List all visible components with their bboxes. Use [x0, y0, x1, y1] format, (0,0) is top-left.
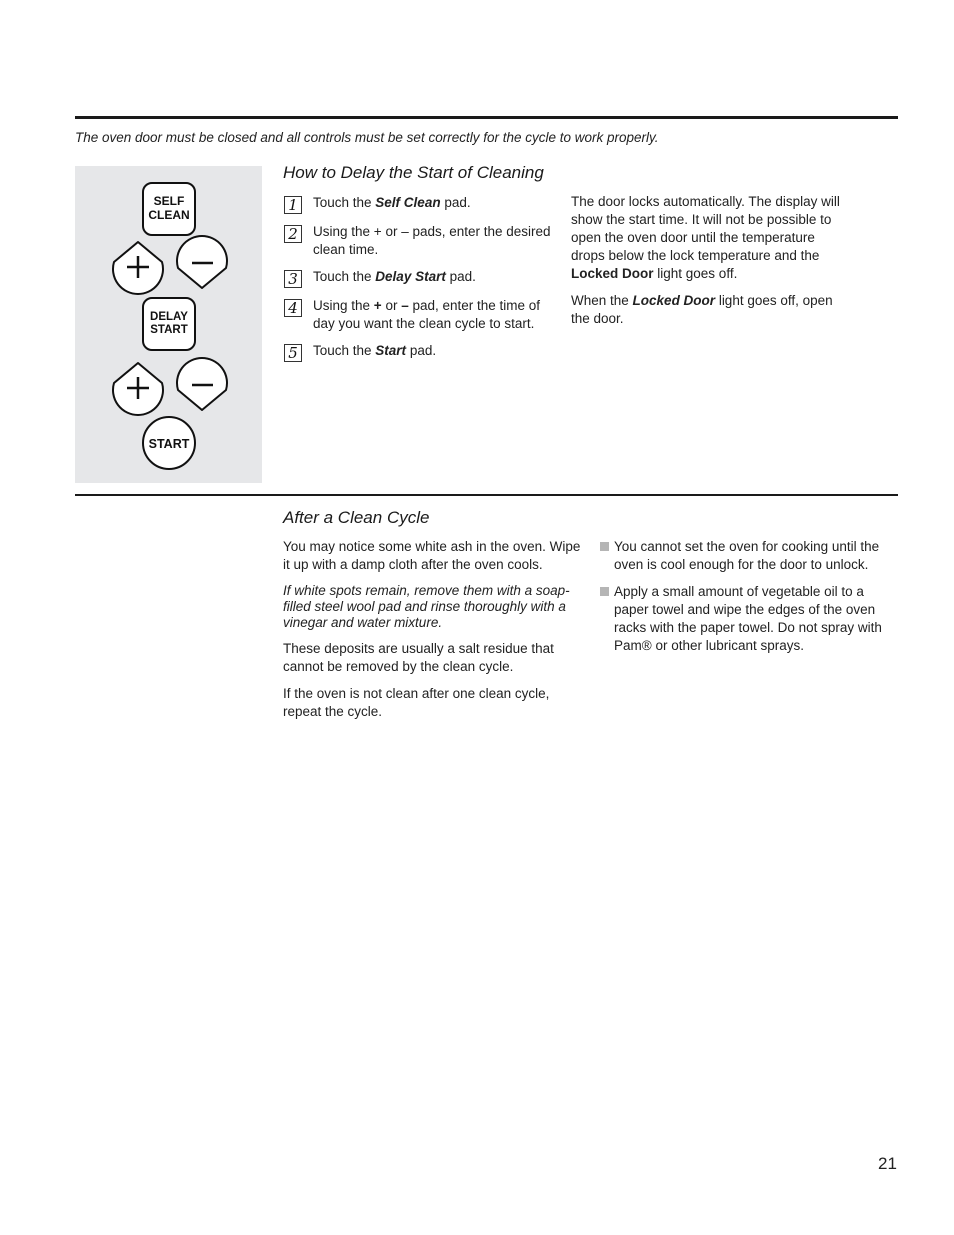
plus-icon: [113, 363, 163, 415]
step-text: Touch the Delay Start pad.: [313, 269, 476, 284]
paragraph: If the oven is not clean after one clean cycle, repeat the cycle.: [283, 686, 550, 719]
step-text: Touch the Start pad.: [313, 343, 437, 358]
plus-icon: [113, 242, 163, 294]
door-lock-note: The door locks automatically. The display will show the start time. It will not be possible to open the oven door until the temperature drops below the lock temperature and the Locked Door light goes off.: [571, 194, 840, 281]
step-number: 2: [284, 225, 302, 243]
open-door-note: When the Locked Door light goes off, open the door.: [571, 293, 833, 326]
step-text: Using the + or – pads, enter the desired clean time.: [313, 224, 551, 257]
minus-icon: [177, 358, 227, 410]
step-text: Touch the Self Clean pad.: [313, 195, 471, 210]
delay-start-label-1: DELAY: [150, 311, 188, 323]
bullet-square-icon: [600, 587, 609, 596]
step-4: [284, 297, 554, 333]
page-number: 21: [878, 1154, 897, 1173]
intro-note: The oven door must be closed and all controls must be set correctly for the cycle to work properly.: [75, 130, 659, 145]
step-text: Using the + or – pad, enter the time of day you want the clean cycle to start.: [313, 298, 541, 331]
step-number: 1: [284, 196, 302, 214]
step-number: 3: [284, 270, 302, 288]
paragraph: You may notice some white ash in the oven. Wipe it up with a damp cloth after the oven cools.: [283, 539, 581, 572]
delay-steps: [284, 194, 554, 371]
after-heading: After a Clean Cycle: [283, 508, 430, 527]
minus-icon: [177, 236, 227, 288]
delay-start-label-2: START: [150, 324, 188, 336]
delay-start-pad: [143, 298, 195, 350]
self-clean-label-2: CLEAN: [148, 208, 190, 222]
paragraph: These deposits are usually a salt residue that cannot be removed by the clean cycle.: [283, 641, 554, 674]
bullet-square-icon: [600, 542, 609, 551]
step-5: [284, 342, 554, 362]
paragraph-italic: If white spots remain, remove them with a soap-filled steel wool pad and rinse thoroughly with a vinegar and water mixture.: [283, 583, 570, 630]
self-clean-pad: [143, 183, 195, 235]
bullet-item: Apply a small amount of vegetable oil to a paper towel and wipe the edges of the oven racks with the paper towel. Do not spray with Pam® or other lubricant sprays.: [600, 583, 898, 655]
step-2: [284, 223, 554, 259]
step-number: 5: [284, 344, 302, 362]
delay-notes: [571, 193, 846, 337]
top-rule: [75, 116, 898, 119]
delay-heading: How to Delay the Start of Cleaning: [283, 163, 544, 182]
start-pad: [143, 417, 195, 469]
self-clean-label-1: SELF: [153, 194, 185, 208]
step-number: 4: [284, 299, 302, 317]
after-left-column: [283, 538, 583, 730]
bullet-item: You cannot set the oven for cooking until the oven is cool enough for the door to unlock.: [600, 538, 898, 574]
step-1: [284, 194, 554, 214]
section-rule: [75, 494, 898, 496]
control-panel-illustration: [75, 166, 262, 483]
step-3: [284, 268, 554, 288]
after-right-column: [600, 538, 898, 664]
start-label: START: [148, 437, 190, 451]
